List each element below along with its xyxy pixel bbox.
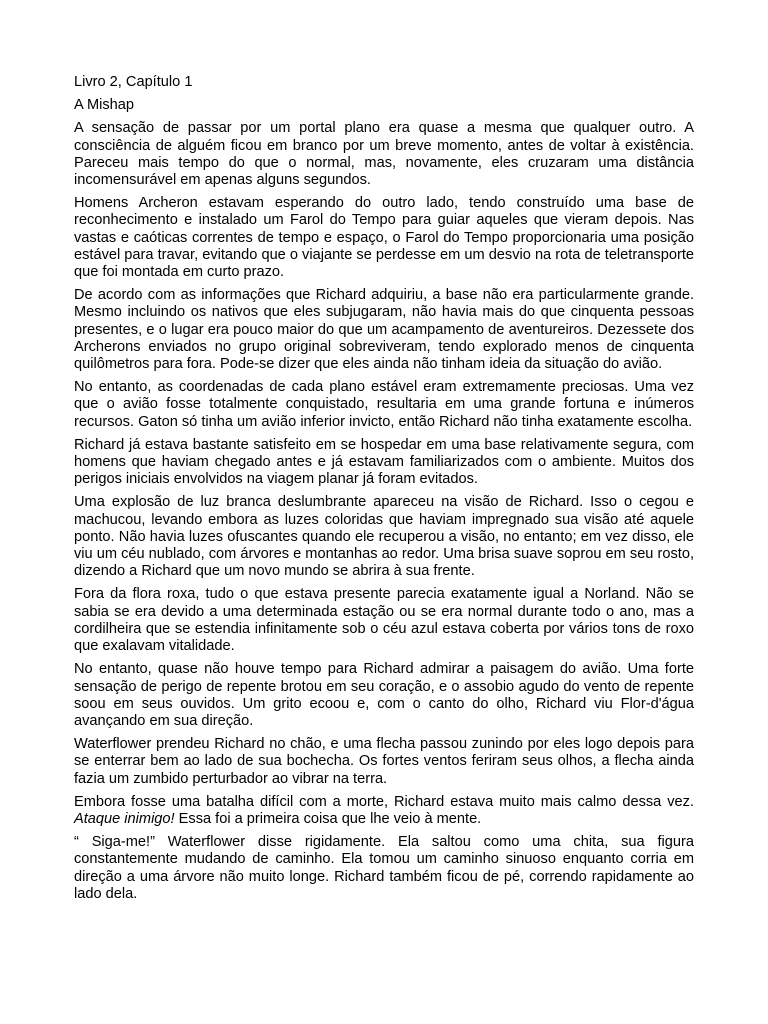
paragraph-7: Fora da flora roxa, tudo o que estava presente parecia exatamente igual a Norland. Não se sabia se era devido a uma determinada estação ou se era normal durante todo o ano, mas a cordilheira que se estendia infinitamente sob o céu azul estava coberta por vários tons de roxo que exalavam vitalidade. xyxy=(74,586,694,655)
paragraph-11: “ Siga-me!” Waterflower disse rigidamente. Ela saltou como uma chita, sua figura constantemente mudando de caminho. Ela tomou um caminho sinuoso enquanto corria em direção a uma árvore não muito longe. Richard também ficou de pé, correndo rapidamente ao lado dela. xyxy=(74,834,694,902)
paragraph-6: Uma explosão de luz branca deslumbrante apareceu na visão de Richard. Isso o cegou e machucou, levando embora as luzes coloridas que haviam impregnado sua visão até aquele ponto. Não havia luzes ofuscantes quando ele recuperou a visão, no entanto; em vez disso, ele viu um céu nublado, com árvores e montanhas ao redor. Uma brisa suave soprou em seu rosto, dizendo a Richard que um novo mundo se abrira à sua frente. xyxy=(74,494,694,580)
paragraph-3: De acordo com as informações que Richard adquiriu, a base não era particularmente grande. Mesmo incluindo os nativos que eles subjugaram, não havia mais do que cinquenta pessoas presentes, e o lugar era pouco maior do que um acampamento de aventureiros. Dezessete dos Archerons enviados no grupo original sobreviveram, tendo explorado menos de cinquenta quilômetros para fora. Pode-se dizer que eles ainda não tinham ideia da situação do avião. xyxy=(74,287,694,373)
paragraph-10 xyxy=(74,794,694,828)
paragraph-10-text-a: Embora fosse uma batalha difícil com a morte, Richard estava muito mais calmo dessa vez. xyxy=(74,793,694,810)
document-page xyxy=(74,74,694,909)
chapter-title: A Mishap xyxy=(74,97,135,114)
paragraph-2: Homens Archeron estavam esperando do outro lado, tendo construído uma base de reconhecimento e instalado um Farol do Tempo para guiar aqueles que vieram depois. Nas vastas e caóticas correntes de tempo e espaço, o Farol do Tempo proporcionaria uma posição estável para travar, evitando que o viajante se perdesse em um desvio na rota de teletransporte que foi montada em curto prazo. xyxy=(74,195,694,281)
paragraph-10-text-b: Essa foi a primeira coisa que lhe veio à mente. xyxy=(174,810,482,827)
paragraph-5: Richard já estava bastante satisfeito em se hospedar em uma base relativamente segura, com homens que haviam chegado antes e já estavam familiarizados com o ambiente. Muitos dos perigos iniciais envolvidos na viagem planar já foram evitados. xyxy=(74,436,694,488)
chapter-label: Livro 2, Capítulo 1 xyxy=(74,74,193,90)
paragraph-9: Waterflower prendeu Richard no chão, e uma flecha passou zunindo por eles logo depois para se enterrar bem ao lado de sua bochecha. Os fortes ventos feriram seus olhos, a flecha ainda fazia um zumbido perturbador ao vibrar na terra. xyxy=(74,736,694,787)
paragraph-8: No entanto, quase não houve tempo para Richard admirar a paisagem do avião. Uma forte sensação de perigo de repente brotou em seu coração, e o assobio agudo do vento de repente soou em seus ouvidos. Um grito ecoou e, com o canto do olho, Richard viu Flor-d'água avançando em sua direção. xyxy=(74,661,694,729)
paragraph-10-italic: Ataque inimigo! xyxy=(74,810,175,827)
paragraph-4: No entanto, as coordenadas de cada plano estável eram extremamente preciosas. Uma vez que o avião fosse totalmente conquistado, resultaria em uma grande fortuna e inúmeros recursos. Gaton só tinha um avião inferior invicto, então Richard não tinha exatamente escolha. xyxy=(74,379,694,430)
paragraph-1: A sensação de passar por um portal plano era quase a mesma que qualquer outro. A consciência de alguém ficou em branco por um breve momento, antes de voltar à existência. Pareceu mais tempo do que o normal, mas, novamente, eles cruzaram uma distância incomensurável em apenas alguns segundos. xyxy=(74,120,694,189)
